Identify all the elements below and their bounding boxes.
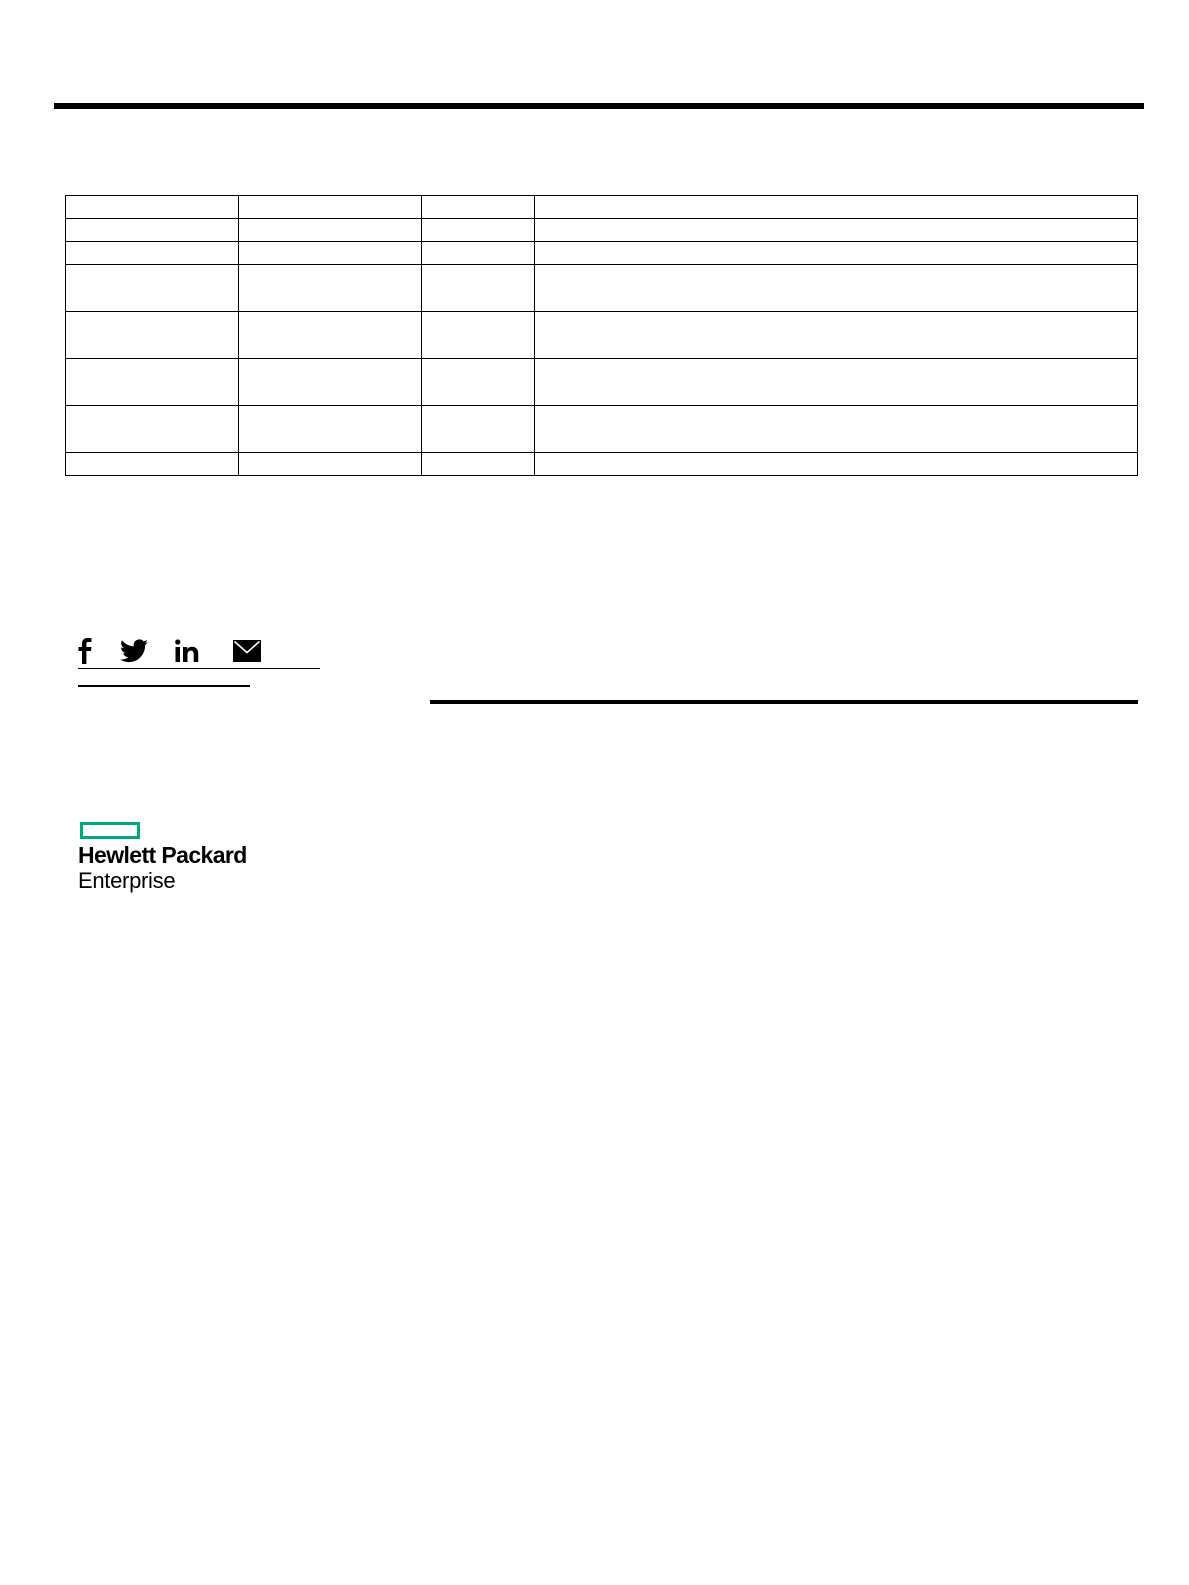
top-rule: [54, 103, 1144, 109]
table-row: [66, 359, 1138, 406]
table-row: [66, 219, 1138, 242]
table-cell: [535, 453, 1138, 476]
table-cell: [535, 219, 1138, 242]
hpe-logo: [78, 820, 268, 900]
facebook-icon[interactable]: [78, 638, 92, 664]
table-cell: [535, 406, 1138, 453]
twitter-icon[interactable]: [120, 638, 148, 664]
table-cell: [535, 242, 1138, 265]
social-share-bar: [78, 638, 320, 669]
table-cell: [422, 219, 535, 242]
table-cell: [66, 242, 239, 265]
table-cell: [239, 312, 422, 359]
table-cell: [239, 196, 422, 219]
logo-line2: Enterprise: [78, 868, 176, 893]
table-cell: [66, 406, 239, 453]
table-cell: [239, 219, 422, 242]
hpe-logo-bar: [80, 822, 140, 839]
table-cell: [422, 242, 535, 265]
table-cell: [239, 242, 422, 265]
empty-table: [65, 195, 1138, 476]
section-divider: [430, 700, 1138, 704]
table-cell: [422, 406, 535, 453]
table-row: [66, 406, 1138, 453]
table-cell: [66, 312, 239, 359]
table-row: [66, 196, 1138, 219]
table-cell: [422, 196, 535, 219]
table-row: [66, 242, 1138, 265]
link-underline: [78, 685, 250, 687]
table-cell: [422, 359, 535, 406]
table-cell: [66, 219, 239, 242]
table-cell: [66, 196, 239, 219]
email-icon[interactable]: [233, 638, 261, 664]
table-cell: [535, 196, 1138, 219]
table-cell: [535, 265, 1138, 312]
table-cell: [239, 406, 422, 453]
logo-line1: Hewlett Packard: [78, 842, 247, 868]
table-cell: [66, 359, 239, 406]
table-cell: [66, 265, 239, 312]
table-cell: [535, 312, 1138, 359]
table-row: [66, 312, 1138, 359]
linkedin-icon[interactable]: [175, 638, 199, 664]
table-cell: [422, 312, 535, 359]
table-row: [66, 453, 1138, 476]
table-cell: [239, 359, 422, 406]
table-cell: [66, 453, 239, 476]
table-cell: [239, 265, 422, 312]
table-row: [66, 265, 1138, 312]
table-cell: [422, 453, 535, 476]
table-cell: [535, 359, 1138, 406]
table-cell: [422, 265, 535, 312]
table-cell: [239, 453, 422, 476]
table-body: [66, 196, 1138, 476]
